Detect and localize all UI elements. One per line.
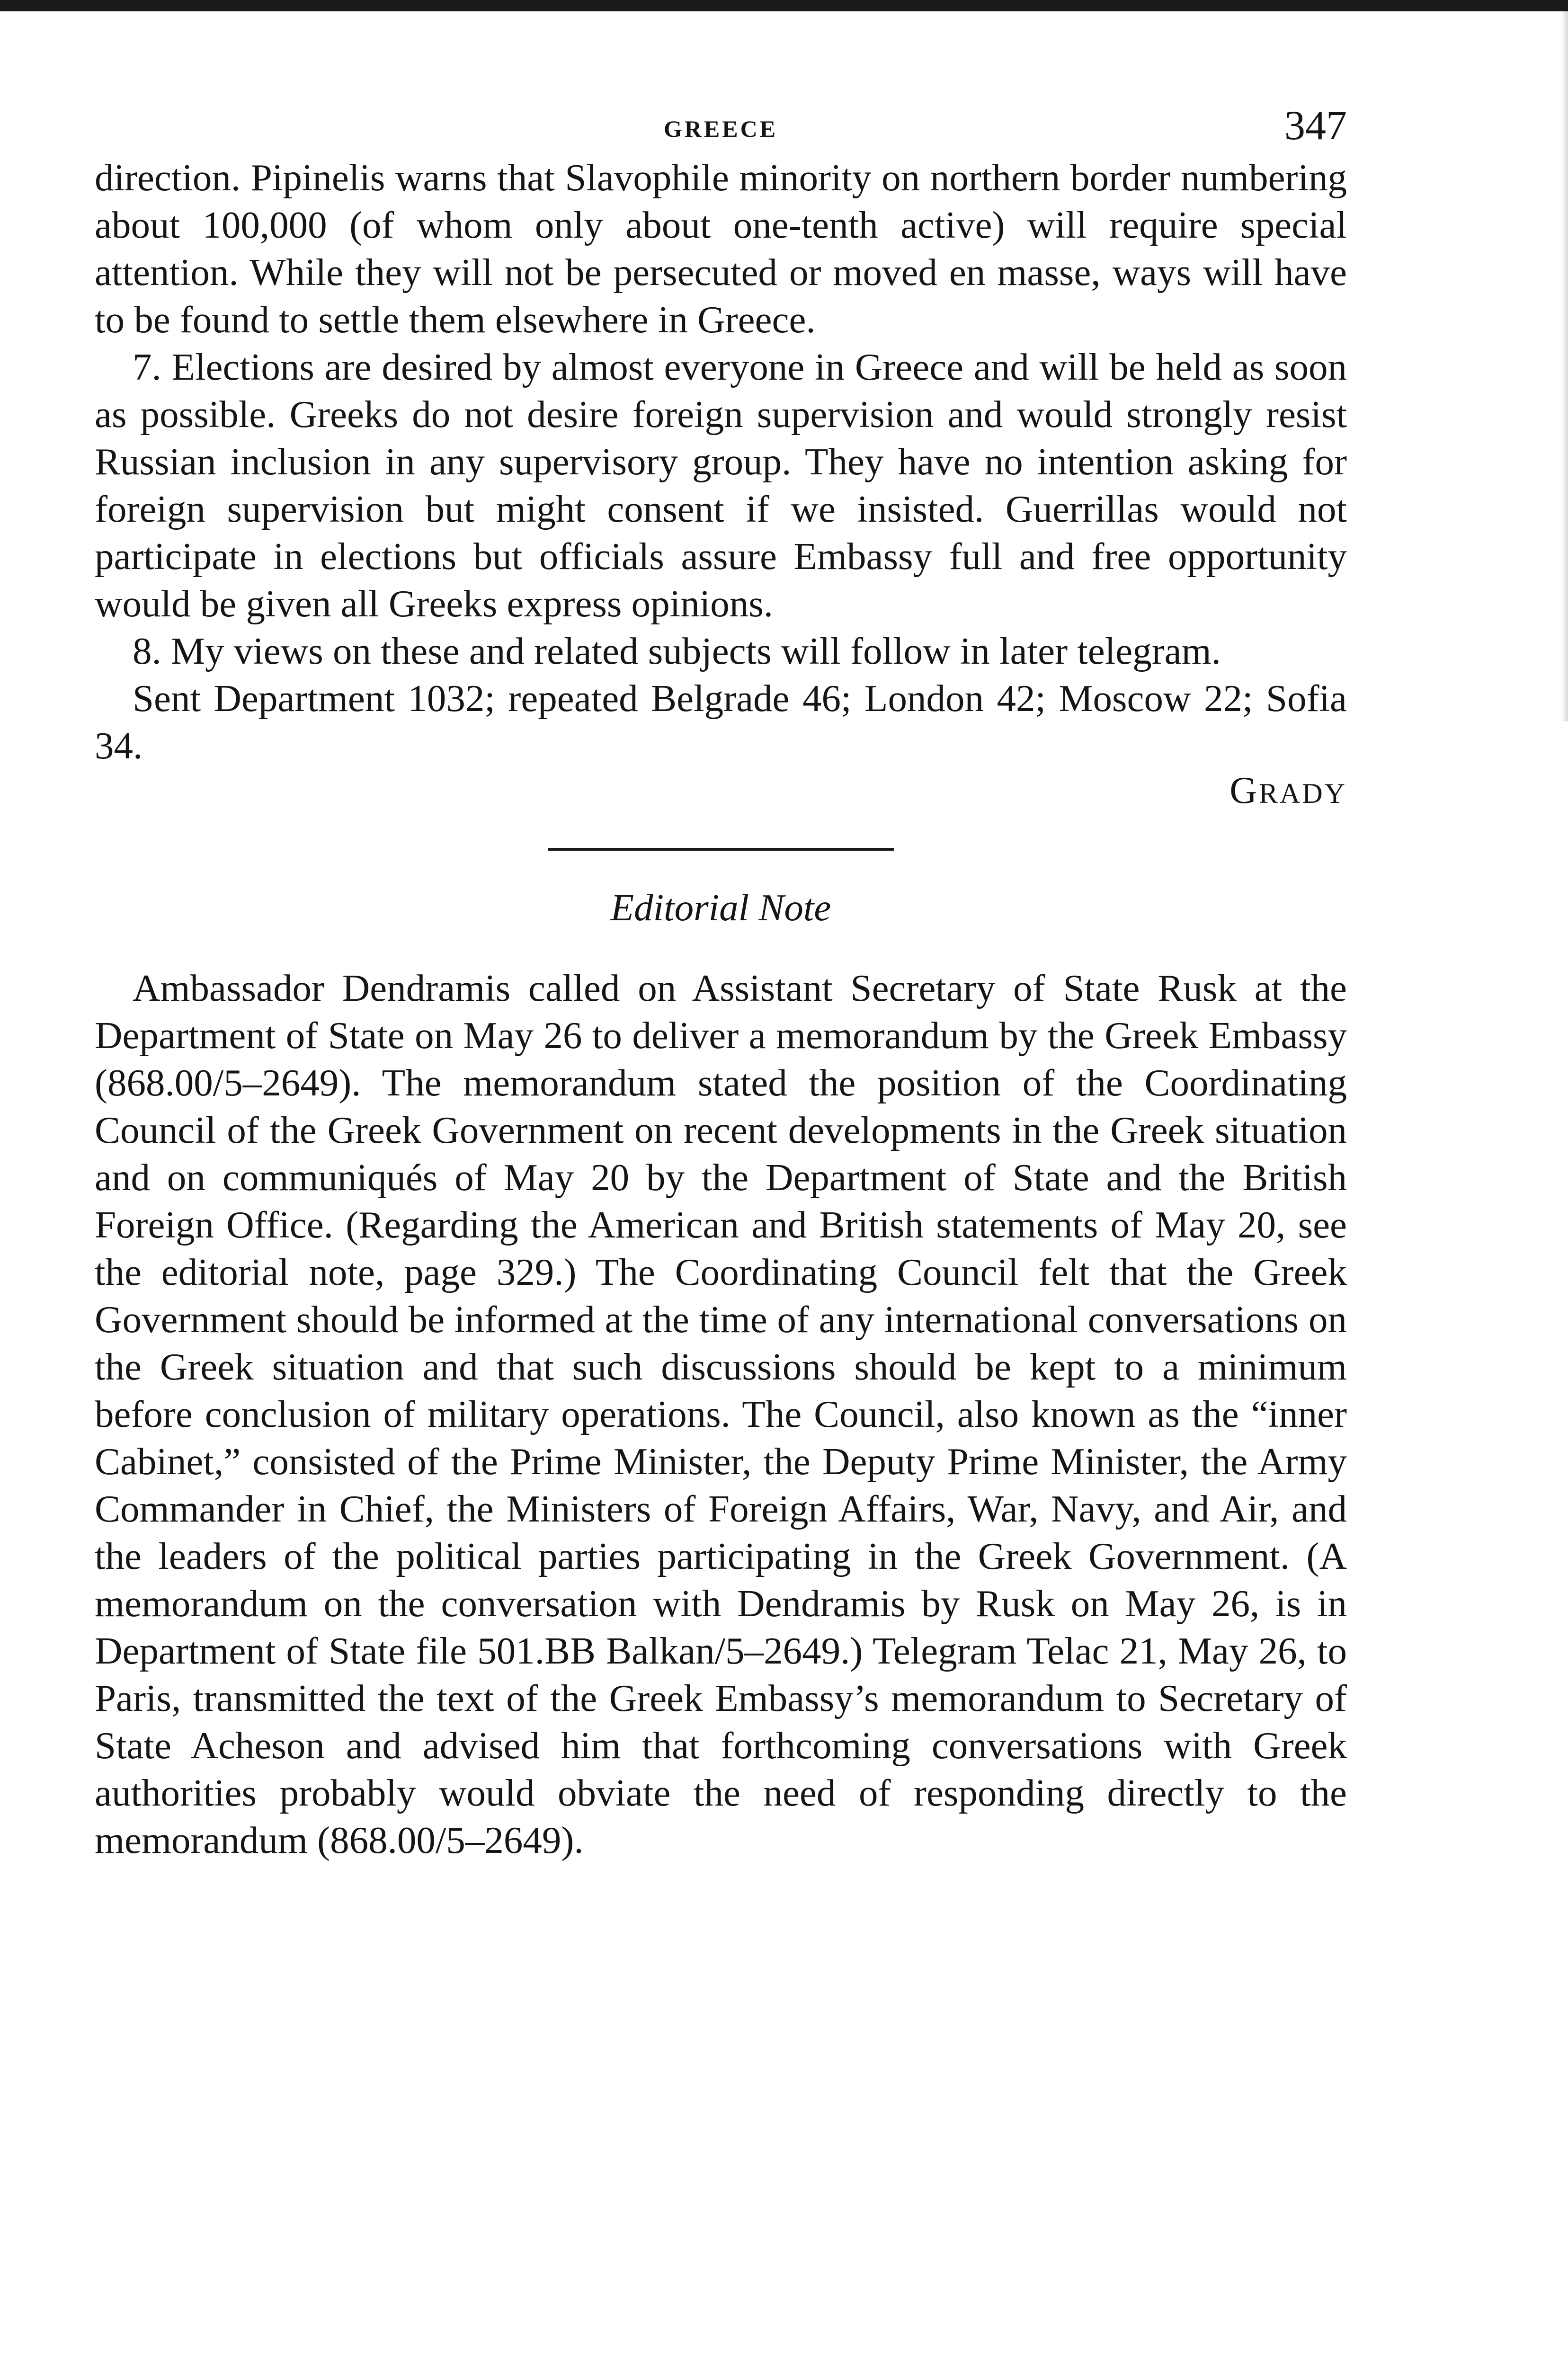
document-page	[95, 102, 1347, 1864]
page-number: 347	[1284, 103, 1347, 149]
telegram-paragraph-7: 7. Elections are desired by almost everyone in Greece and will be held as soon as possible. Greeks do not desire foreign supervision and would strongly resist Russian inclusion in any supervisory group. They have no intention asking for foreign supervision but might consent if we insisted. Guerrillas would not participate in elections but officials assure Embassy full and free opportunity would be given all Greeks express opinions.	[95, 346, 1347, 625]
top-border	[0, 0, 1568, 11]
section-divider	[548, 848, 894, 851]
signature-initial: G	[1229, 770, 1259, 811]
telegram-paragraph-6-continuation: direction. Pipinelis warns that Slavophile minority on northern border numbering about 100,000 (of whom only about one-tenth active) will require special attention. While they will not be persecuted or moved en masse, ways will have to be found to settle them elsewhere in Greece.	[95, 156, 1347, 341]
page-edge-shadow	[1561, 11, 1568, 721]
running-header	[95, 102, 1347, 154]
editorial-note-heading: Editorial Note	[610, 886, 831, 929]
telegram-distribution: Sent Department 1032; repeated Belgrade 46; London 42; Moscow 22; Sofia 34.	[95, 677, 1347, 767]
editorial-note-body: Ambassador Dendramis called on Assistant Secretary of State Rusk at the Department of State on May 26 to deliver a memorandum by the Greek Embassy (868.00/5–2649). The memorandum stated the position of the Coordinating Council of the Greek Government on recent developments in the Greek situation and on communiqués of May 20 by the Department of State and the British Foreign Office. (Regarding the American and British statements of May 20, see the editorial note, page 329.) The Coordinating Council felt that the Greek Government should be informed at the time of any international conversations on the Greek situation and that such discussions should be kept to a minimum before conclusion of military operations. The Council, also known as the “inner Cabinet,” consisted of the Prime Minister, the Deputy Prime Minister, the Army Commander in Chief, the Ministers of Foreign Affairs, War, Navy, and Air, and the leaders of the political parties participating in the Greek Government. (A memorandum on the conversation with Dendramis by Rusk on May 26, is in Department of State file 501.BB Balkan/5–2649.) Telegram Telac 21, May 26, to Paris, transmitted the text of the Greek Embassy’s memorandum to Secretary of State Acheson and advised him that forthcoming conversations with Greek authorities probably would obviate the need of responding directly to the memorandum (868.00/5–2649).	[95, 967, 1347, 1861]
running-title: GREECE	[663, 116, 778, 142]
signature-rest: RADY	[1258, 778, 1347, 809]
telegram-paragraph-8: 8. My views on these and related subjects will follow in later telegram.	[133, 630, 1221, 672]
signature	[95, 769, 1347, 815]
